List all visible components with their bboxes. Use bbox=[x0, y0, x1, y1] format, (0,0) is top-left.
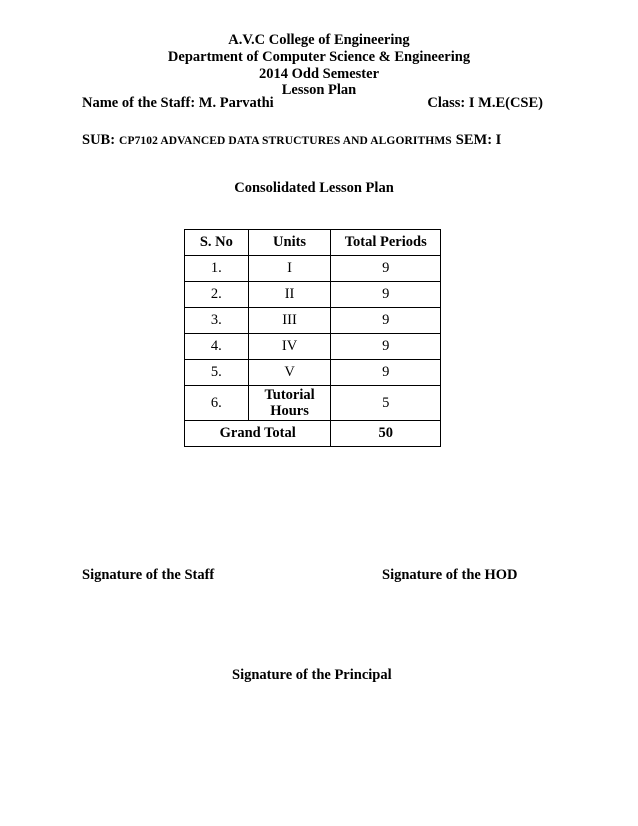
section-title: Consolidated Lesson Plan bbox=[234, 180, 394, 196]
document-type: Lesson Plan bbox=[281, 82, 357, 98]
cell-periods: 9 bbox=[331, 308, 441, 334]
cell-sno: 2. bbox=[185, 282, 249, 308]
lesson-plan-table bbox=[184, 229, 441, 447]
cell-sno: 5. bbox=[185, 360, 249, 386]
cell-unit: II bbox=[248, 282, 331, 308]
staff-name: Name of the Staff: M. Parvathi bbox=[82, 95, 274, 111]
cell-unit: III bbox=[248, 308, 331, 334]
table-row bbox=[185, 256, 441, 282]
column-header-total-periods: Total Periods bbox=[331, 230, 441, 256]
cell-unit bbox=[248, 386, 331, 421]
staff-signature-label: Signature of the Staff bbox=[82, 567, 215, 583]
cell-periods: 9 bbox=[331, 282, 441, 308]
column-header-units: Units bbox=[248, 230, 331, 256]
table-row bbox=[185, 360, 441, 386]
cell-sno: 1. bbox=[185, 256, 249, 282]
cell-sno: 3. bbox=[185, 308, 249, 334]
table-row bbox=[185, 334, 441, 360]
subject-label: SUB: bbox=[82, 132, 116, 148]
subject-title: CP7102 ADVANCED DATA STRUCTURES AND ALGORITHMS bbox=[119, 135, 452, 147]
principal-signature-label: Signature of the Principal bbox=[232, 667, 392, 683]
cell-unit-line: Hours bbox=[270, 403, 309, 419]
cell-sno: 4. bbox=[185, 334, 249, 360]
semester-label: 2014 Odd Semester bbox=[258, 66, 379, 82]
department-name: Department of Computer Science & Engineering bbox=[167, 49, 471, 65]
cell-periods: 9 bbox=[331, 360, 441, 386]
cell-unit: IV bbox=[248, 334, 331, 360]
class-label: Class: I M.E(CSE) bbox=[427, 95, 543, 111]
grand-total-row bbox=[185, 421, 441, 447]
grand-total-value: 50 bbox=[331, 421, 441, 447]
cell-periods: 9 bbox=[331, 256, 441, 282]
table-row bbox=[185, 308, 441, 334]
college-name: A.V.C College of Engineering bbox=[228, 32, 410, 48]
grand-total-label: Grand Total bbox=[185, 421, 331, 447]
cell-unit-line: Tutorial bbox=[264, 387, 315, 403]
cell-sno: 6. bbox=[185, 386, 249, 421]
cell-periods: 9 bbox=[331, 334, 441, 360]
table-row bbox=[185, 282, 441, 308]
cell-unit: V bbox=[248, 360, 331, 386]
cell-periods: 5 bbox=[331, 386, 441, 421]
hod-signature-label: Signature of the HOD bbox=[382, 567, 518, 583]
table-row bbox=[185, 386, 441, 421]
subject-line bbox=[82, 131, 501, 149]
semester-number: SEM: I bbox=[455, 132, 502, 148]
table-header-row bbox=[185, 230, 441, 256]
column-header-sno: S. No bbox=[185, 230, 249, 256]
cell-unit: I bbox=[248, 256, 331, 282]
